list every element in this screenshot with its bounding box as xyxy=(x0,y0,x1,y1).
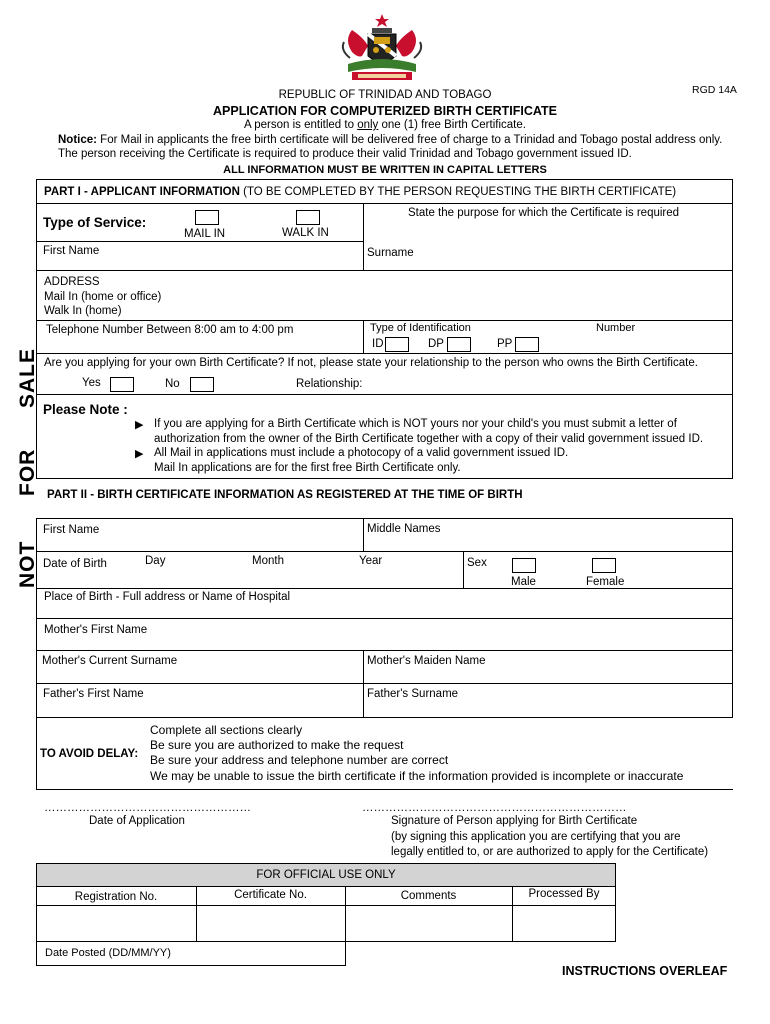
part1-heading-rest: (TO BE COMPLETED BY THE PERSON REQUESTING THE BIRTH CERTIFICATE) xyxy=(239,186,677,198)
entitlement-pre: A person is entitled to xyxy=(244,119,358,131)
form-code: RGD 14A xyxy=(692,84,737,96)
processed-by-header: Processed By xyxy=(528,888,600,900)
dp-checkbox[interactable] xyxy=(447,337,471,352)
walk-in-label: WALK IN xyxy=(282,227,329,239)
name-row-divider xyxy=(36,270,733,271)
notice-line-1 xyxy=(58,134,722,146)
instructions-overleaf: INSTRUCTIONS OVERLEAF xyxy=(562,964,728,978)
part2-name-row-divider xyxy=(36,551,733,552)
date-posted-label: Date Posted (DD/MM/YY) xyxy=(45,947,171,959)
coat-of-arms-emblem xyxy=(338,12,426,86)
telephone-field[interactable]: Telephone Number Between 8:00 am to 4:00 pm xyxy=(46,324,294,336)
dob-month-field[interactable]: Month xyxy=(252,555,284,567)
entitlement-only: only xyxy=(357,119,379,131)
part1-heading-bold: PART I - APPLICANT INFORMATION xyxy=(44,186,240,198)
notice-line-2: The person receiving the Certificate is required to produce their valid Trinidad and Tobago government issued ID. xyxy=(58,148,632,160)
yes-checkbox[interactable] xyxy=(110,377,134,392)
entitlement-text xyxy=(0,119,770,131)
place-row-divider xyxy=(36,618,733,619)
purpose-label[interactable]: State the purpose for which the Certificate is required xyxy=(408,207,680,219)
own-certificate-question: Are you applying for your own Birth Certificate? If not, please state your relationship to the person who owns the Birth Certificate. xyxy=(44,357,698,369)
fathers-surname-field[interactable]: Father's Surname xyxy=(367,688,459,700)
date-of-application-dots[interactable]: ……………………………………………… xyxy=(44,802,251,814)
avoid-delay-line-2: Be sure you are authorized to make the request xyxy=(150,738,404,752)
telephone-col-divider xyxy=(363,320,364,353)
note-bullet1-line2: authorization from the owner of the Birth Certificate together with a copy of their valid government issued ID. xyxy=(154,433,704,445)
avoid-delay-label: TO AVOID DELAY: xyxy=(40,748,139,760)
dob-row-divider xyxy=(36,588,733,589)
no-label: No xyxy=(165,378,180,390)
please-note-heading: Please Note : xyxy=(43,402,128,417)
female-checkbox[interactable] xyxy=(592,558,616,573)
notice-label: Notice: xyxy=(58,134,97,146)
mothers-first-name-field[interactable]: Mother's First Name xyxy=(44,624,148,636)
address-mail-label: Mail In (home or office) xyxy=(44,291,162,303)
place-of-birth-field[interactable]: Place of Birth - Full address or Name of Hospital xyxy=(44,591,291,603)
note-bullet1-line1: If you are applying for a Birth Certificate which is NOT yours nor your child's you must submit a letter of xyxy=(154,418,677,430)
relationship-field[interactable]: Relationship: xyxy=(296,378,363,390)
id-option-label: ID xyxy=(372,338,384,350)
applicant-first-name-field[interactable]: First Name xyxy=(43,245,100,257)
address-label[interactable]: ADDRESS xyxy=(44,276,100,288)
watermark-for: FOR xyxy=(16,448,39,496)
mail-in-checkbox[interactable] xyxy=(195,210,219,225)
applicant-surname-field[interactable]: Surname xyxy=(367,247,414,259)
date-of-birth-label: Date of Birth xyxy=(43,558,107,570)
id-checkbox[interactable] xyxy=(385,337,409,352)
male-label: Male xyxy=(511,576,536,588)
mothers-current-surname-field[interactable]: Mother's Current Surname xyxy=(42,655,178,667)
form-title: APPLICATION FOR COMPUTERIZED BIRTH CERTIFICATE xyxy=(213,104,557,118)
comments-header: Comments xyxy=(400,890,457,902)
dob-year-field[interactable]: Year xyxy=(359,555,383,567)
part2-heading: PART II - BIRTH CERTIFICATE INFORMATION AS REGISTERED AT THE TIME OF BIRTH xyxy=(47,489,523,501)
certificate-no-header: Certificate No. xyxy=(234,889,307,901)
watermark-sale: SALE xyxy=(16,347,39,408)
avoid-delay-line-1: Complete all sections clearly xyxy=(150,723,303,737)
id-row-divider xyxy=(36,353,733,354)
middle-names-field[interactable]: Middle Names xyxy=(367,523,441,535)
child-first-name-field[interactable]: First Name xyxy=(43,524,100,536)
note-bullet2-line2: Mail In applications are for the first free Birth Certificate only. xyxy=(154,462,461,474)
address-walk-label: Walk In (home) xyxy=(44,305,122,317)
bullet-arrow-1: ▶ xyxy=(135,419,144,431)
mother-first-row-divider xyxy=(36,650,733,651)
pp-option-label: PP xyxy=(497,338,513,350)
certify-line-1: (by signing this application you are certifying that you are xyxy=(391,831,681,843)
republic-heading: REPUBLIC OF TRINIDAD AND TOBAGO xyxy=(278,89,492,101)
note-bullet2-line1: All Mail in applications must include a photocopy of a valid government issued ID. xyxy=(154,447,569,459)
female-label: Female xyxy=(586,576,625,588)
sex-label: Sex xyxy=(467,557,487,569)
type-of-id-label: Type of Identification xyxy=(370,322,471,334)
official-use-heading: FOR OFFICIAL USE ONLY xyxy=(256,869,396,881)
yes-label: Yes xyxy=(82,377,101,389)
mother-surname-col-divider xyxy=(363,650,364,718)
bullet-arrow-2: ▶ xyxy=(135,448,144,460)
pp-checkbox[interactable] xyxy=(515,337,539,352)
capitals-notice: ALL INFORMATION MUST BE WRITTEN IN CAPITAL LETTERS xyxy=(223,164,547,176)
sex-col-divider xyxy=(463,551,464,588)
no-checkbox[interactable] xyxy=(190,377,214,392)
entitlement-post: one (1) free Birth Certificate. xyxy=(378,119,526,131)
date-of-application-label: Date of Application xyxy=(89,815,185,827)
walk-in-checkbox[interactable] xyxy=(296,210,320,225)
part1-col-divider-1 xyxy=(363,203,364,270)
registration-no-header: Registration No. xyxy=(74,891,158,903)
part1-heading-divider xyxy=(36,203,733,204)
avoid-delay-line-3: Be sure your address and telephone number are correct xyxy=(150,753,449,767)
id-number-field[interactable]: Number xyxy=(596,322,636,334)
address-row-divider xyxy=(36,320,733,321)
official-header-row-divider xyxy=(36,905,616,906)
signature-dots[interactable]: …………………………………………………………… xyxy=(362,802,627,814)
part2-name-col-divider xyxy=(363,518,364,551)
certify-line-2: legally entitled to, or are authorized to apply for the Certificate) xyxy=(391,846,709,858)
watermark-not: NOT xyxy=(16,540,39,588)
service-row-divider xyxy=(36,241,364,242)
mothers-maiden-name-field[interactable]: Mother's Maiden Name xyxy=(367,655,486,667)
signature-label: Signature of Person applying for Birth Certificate xyxy=(391,815,638,827)
avoid-delay-line-4: We may be unable to issue the birth certificate if the information provided is incomplete or inaccurate xyxy=(150,769,684,783)
type-of-service-label: Type of Service: xyxy=(43,215,147,230)
notice-text: For Mail in applicants the free birth certificate will be delivered free of charge to a Trinidad and Tobago postal address only. xyxy=(96,134,723,146)
part1-heading xyxy=(44,186,676,198)
mother-surname-row-divider xyxy=(36,683,733,684)
dp-option-label: DP xyxy=(428,338,444,350)
dob-day-field[interactable]: Day xyxy=(145,555,166,567)
male-checkbox[interactable] xyxy=(512,558,536,573)
fathers-first-name-field[interactable]: Father's First Name xyxy=(43,688,144,700)
mail-in-label: MAIL IN xyxy=(184,228,226,240)
